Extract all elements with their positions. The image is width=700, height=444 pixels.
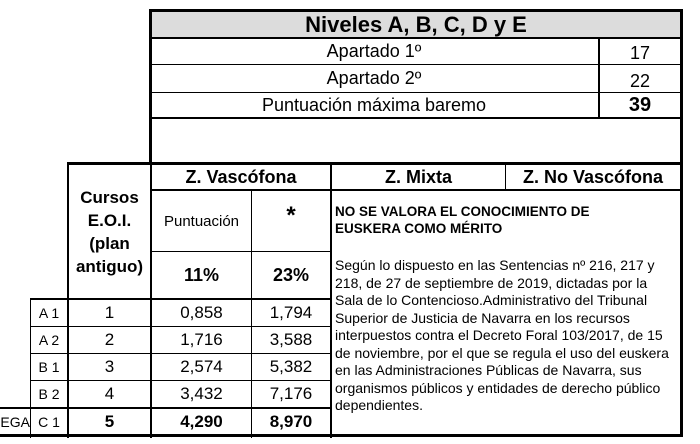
grid-line: [0, 434, 683, 437]
levels-title: Niveles A, B, C, D y E: [305, 11, 527, 37]
zone-vascofona: Z. Vascófona: [185, 167, 297, 187]
side-label-ega: EGA: [0, 413, 30, 430]
note-title: NO SE VALORA EL CONOCIMIENTO DE EUSKERA COMO MÉRITO: [335, 204, 590, 236]
max-score-label: Puntuación máxima baremo: [261, 95, 487, 115]
row-p11: 0,858: [180, 303, 223, 322]
percent-11-header: 11%: [183, 264, 220, 285]
row-curso: 4: [104, 384, 115, 403]
row-p23: 1,794: [269, 303, 313, 322]
row-level: C 1: [38, 413, 60, 430]
row-p23: 3,588: [269, 330, 313, 349]
row-level: A 1: [38, 305, 60, 321]
note-body: Según lo dispuesto en las Sentencias nº 216, 217 y 218, de 27 de septiembre de 2019, dictadas por la Sala de lo Contencioso.Administrativo del Tribunal Superior de Justicia de Navarra en los recursos interpuestos contra el Decreto Foral 103/2017, de 15 de noviembre, por el que se regula el uso del euskera en las Administraciones Públicas de Navarra, sus organismos públicos y entidades de derecho público dependientes.: [335, 257, 669, 413]
grid-line: [150, 251, 331, 252]
row-p11: 1,716: [180, 330, 223, 349]
max-score-value: 39: [628, 94, 652, 116]
row-p23: 5,382: [269, 357, 313, 376]
row-p11: 4,290: [180, 411, 223, 431]
row-p23: 8,970: [269, 411, 313, 431]
asterisk-header: *: [286, 202, 296, 229]
cursos-header: [69, 186, 150, 278]
row-p23: 7,176: [269, 384, 313, 403]
row-level: B 2: [38, 386, 60, 402]
row-p11: 2,574: [180, 357, 223, 376]
grid-line: [680, 9, 683, 437]
apartado-1-value: 17: [629, 43, 651, 63]
row-curso: 1: [104, 303, 115, 322]
zone-no-vascofona: Z. No Vascófona: [522, 167, 664, 187]
apartado-2-label: Apartado 2º: [326, 68, 422, 88]
row-curso: 2: [104, 330, 115, 349]
apartado-2-value: 22: [629, 71, 651, 91]
row-curso: 3: [104, 357, 115, 376]
cursos-line: E.O.I.: [87, 211, 132, 230]
row-level: A 2: [38, 332, 60, 348]
cursos-line: Cursos: [80, 188, 139, 207]
apartado-1-label: Apartado 1º: [326, 41, 422, 61]
row-p11: 3,432: [180, 384, 223, 403]
cursos-line: antiguo): [75, 257, 144, 276]
row-curso: 5: [104, 411, 115, 431]
cursos-line: (plan: [89, 234, 130, 253]
zone-mixta: Z. Mixta: [384, 167, 452, 187]
grid-line: [330, 162, 332, 438]
percent-23-header: 23%: [272, 264, 310, 285]
puntuacion-header: Puntuación: [163, 212, 240, 230]
row-level: B 1: [38, 359, 60, 375]
